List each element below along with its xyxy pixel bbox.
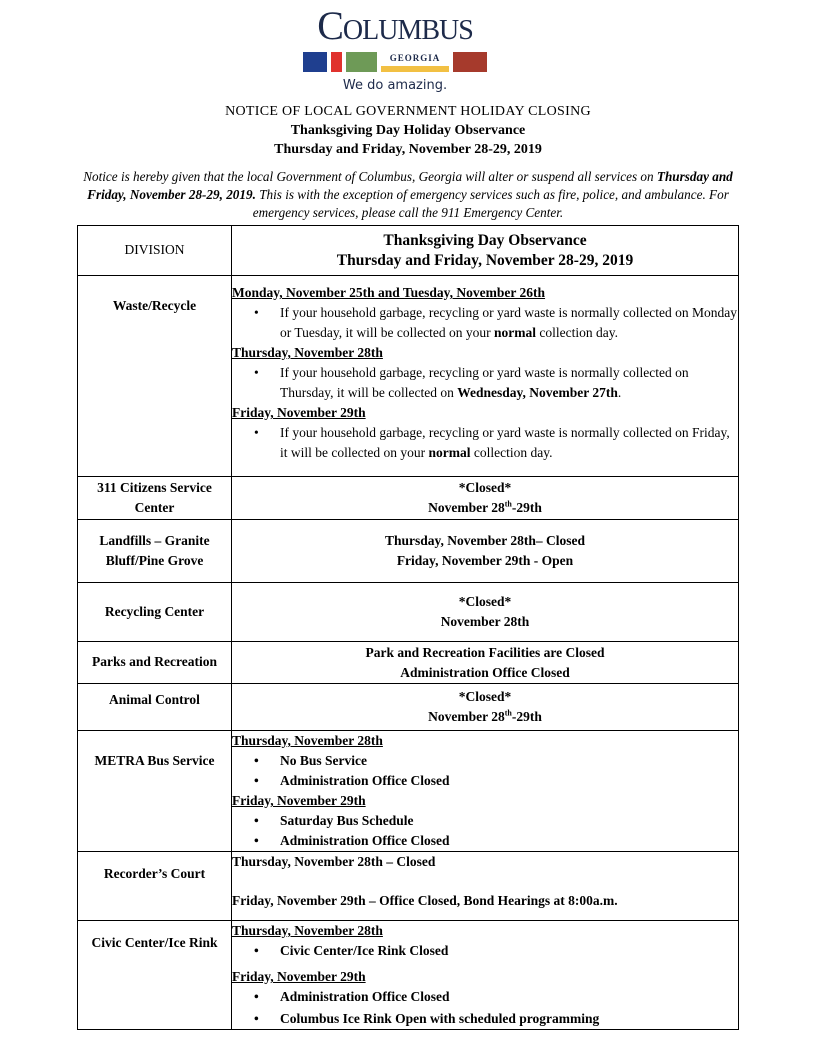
- status-text: *Closed*: [458, 689, 512, 704]
- date-range: [232, 498, 738, 518]
- division-animal: [78, 684, 232, 731]
- logo-tagline: We do amazing.: [342, 78, 448, 93]
- division-metra: [78, 731, 232, 852]
- logo-bar-brick: [453, 52, 487, 72]
- status-text: Administration Office Closed: [400, 664, 570, 680]
- division-name: Parks and Recreation: [92, 654, 217, 670]
- animal-details: [232, 684, 739, 731]
- division-name: Recorder’s Court: [103, 866, 206, 881]
- notice-title: NOTICE OF LOCAL GOVERNMENT HOLIDAY CLOSING: [225, 104, 591, 119]
- table-row-waste: [78, 276, 739, 477]
- observance-title: Thanksgiving Day Observance: [383, 231, 587, 249]
- status-text: Thursday, November 28th – Closed: [232, 854, 436, 869]
- status-text: Park and Recreation Facilities are Closed: [365, 644, 605, 660]
- list-item: • Civic Center/Ice Rink Closed: [280, 941, 738, 961]
- logo-bar-yellow: [381, 66, 449, 72]
- bullet-list: [232, 423, 738, 463]
- division-waste: [78, 276, 232, 477]
- item-text: If your household garbage, recycling or yard waste is normally collected on Thursday, it will be collected on: [280, 365, 689, 400]
- list-item: • Saturday Bus Schedule: [280, 811, 738, 831]
- logo-bar-red: [331, 52, 342, 72]
- division-recycling: [78, 583, 232, 642]
- item-text: If your household garbage, recycling or yard waste is normally collected on Friday, it will be collected on your: [280, 425, 730, 460]
- date-text: -29th: [511, 500, 542, 515]
- list-item: [280, 303, 738, 343]
- landfills-details: [232, 520, 739, 583]
- list-item: • Administration Office Closed: [280, 987, 738, 1007]
- notice-dates: Thursday and Friday, November 28-29, 2019: [274, 142, 542, 157]
- table-header-row: [78, 226, 739, 276]
- status-text: Friday, November 29th - Open: [396, 553, 574, 568]
- division-name: Landfills – Granite Bluff/Pine Grove: [99, 532, 210, 568]
- list-item: • No Bus Service: [280, 751, 738, 771]
- section-date: Thursday, November 28th: [232, 923, 383, 938]
- division-name: Recycling Center: [104, 603, 205, 619]
- status-text: November 28th: [440, 614, 530, 629]
- logo-bar-green: [346, 52, 377, 72]
- status-text: Friday, November 29th – Office Closed, Bond Hearings at 8:00a.m.: [232, 893, 618, 908]
- division-name: METRA Bus Service: [94, 753, 215, 768]
- bullet-list: [232, 941, 738, 961]
- status-text: Thursday, November 28th– Closed: [384, 533, 586, 548]
- parks-details: [232, 642, 739, 684]
- item-bold: normal: [493, 325, 536, 340]
- intro-text-2: This is with the exception of emergency services such as fire, police, and ambulance. For emergency services, please call the 911 Emergency Center.: [252, 187, 729, 220]
- division-name: Civic Center/Ice Rink: [91, 935, 218, 950]
- status-text: *Closed*: [458, 594, 512, 609]
- intro-text-1: Notice is hereby given that the local Government of Columbus, Georgia will alter or suspend all services on: [83, 169, 657, 184]
- table-row-311: [78, 477, 739, 520]
- item-text: collection day.: [535, 325, 618, 340]
- recycling-details: [232, 583, 739, 642]
- item-text: If your household garbage, recycling or yard waste is normally collected on Monday or Tuesday, it will be collected on your: [280, 305, 737, 340]
- logo-bar-blue: [303, 52, 327, 72]
- list-item: • Columbus Ice Rink Open with scheduled programming: [280, 1009, 738, 1029]
- table-row-court: [78, 852, 739, 921]
- logo-wordmark: Columbus: [317, 3, 473, 48]
- section-date: Thursday, November 28th: [232, 733, 383, 748]
- observance-dates: Thursday and Friday, November 28-29, 2019: [336, 251, 634, 269]
- bullet-list: [232, 811, 738, 851]
- division-name: 311 Citizens Service Center: [97, 479, 212, 515]
- item-bold: Wednesday, November 27th: [457, 385, 618, 400]
- columbus-logo: [300, 3, 490, 96]
- division-court: [78, 852, 232, 921]
- date-suffix: th: [504, 708, 512, 718]
- item-text: .: [617, 385, 622, 400]
- item-text: collection day.: [470, 445, 553, 460]
- division-name: Animal Control: [109, 692, 200, 707]
- date-text: -29th: [511, 709, 542, 724]
- waste-details: [232, 276, 739, 477]
- division-name: Waste/Recycle: [112, 298, 197, 313]
- logo-state: GEORGIA: [389, 53, 441, 63]
- bullet-list: [232, 303, 738, 343]
- division-parks: [78, 642, 232, 684]
- 311-details: [232, 477, 739, 520]
- table-row-metra: [78, 731, 739, 852]
- intro-bold-dates: Thursday and Friday, November 28-29, 2019.: [87, 169, 733, 202]
- section-date: Friday, November 29th: [232, 405, 366, 420]
- observance-column-header: [232, 226, 739, 276]
- division-column-header: DIVISION: [78, 226, 232, 276]
- table-row-civic: [78, 921, 739, 1030]
- section-date: Monday, November 25th and Tuesday, November 26th: [232, 285, 546, 300]
- section-date: Friday, November 29th: [232, 793, 366, 808]
- table-row-landfills: [78, 520, 739, 583]
- item-bold: normal: [428, 445, 471, 460]
- notice-intro: [82, 168, 734, 222]
- date-text: November 28: [428, 500, 505, 515]
- table-row-recycling: [78, 583, 739, 642]
- division-civic: [78, 921, 232, 1030]
- division-landfills: [78, 520, 232, 583]
- division-311: [78, 477, 232, 520]
- section-date: Thursday, November 28th: [232, 345, 383, 360]
- list-item: • Administration Office Closed: [280, 831, 738, 851]
- section-date: Friday, November 29th: [232, 969, 366, 984]
- list-item: [280, 363, 738, 403]
- list-item: [280, 423, 738, 463]
- closing-schedule-table: [77, 225, 739, 1030]
- status-text: *Closed*: [458, 480, 512, 495]
- bullet-list: [232, 987, 738, 1029]
- date-suffix: th: [504, 499, 512, 509]
- notice-subtitle: Thanksgiving Day Holiday Observance: [290, 123, 526, 138]
- date-text: November 28: [428, 709, 505, 724]
- civic-details: [232, 921, 739, 1030]
- table-row-animal: [78, 684, 739, 731]
- bullet-list: [232, 751, 738, 791]
- metra-details: [232, 731, 739, 852]
- date-range: [232, 707, 738, 727]
- table-row-parks: [78, 642, 739, 684]
- court-details: [232, 852, 739, 921]
- bullet-list: [232, 363, 738, 403]
- list-item: • Administration Office Closed: [280, 771, 738, 791]
